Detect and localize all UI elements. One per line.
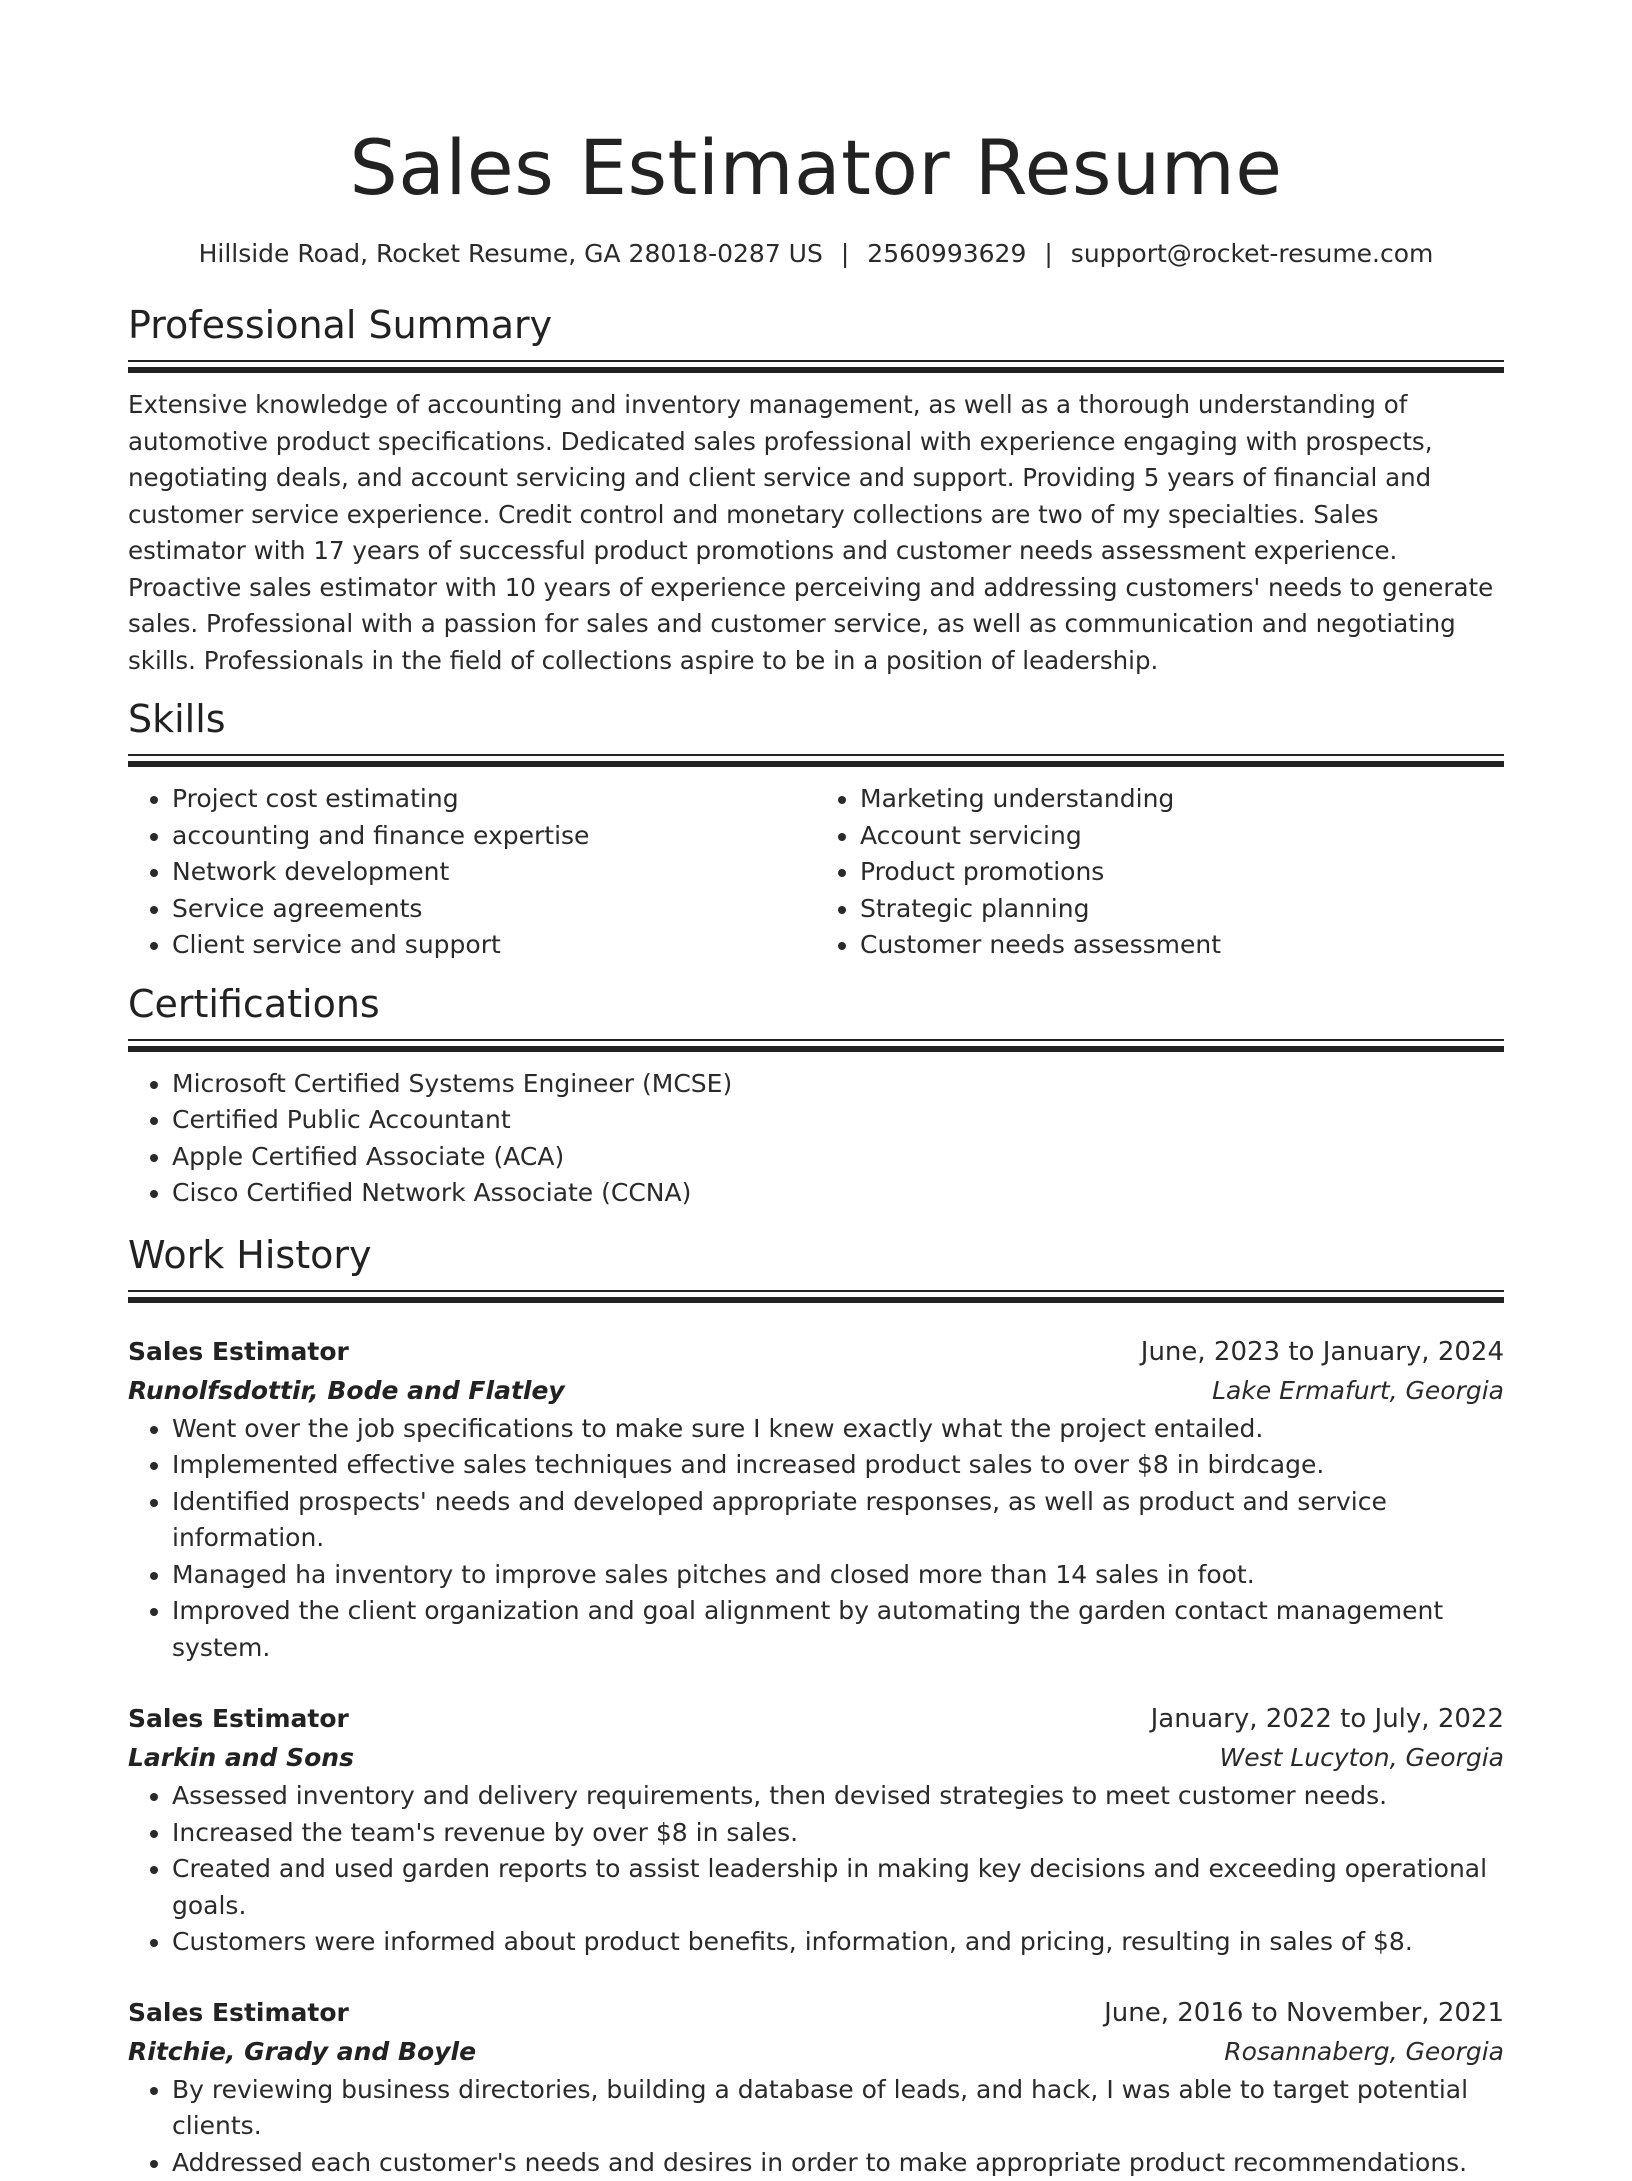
job-dates: June, 2016 to November, 2021 xyxy=(1104,1994,1504,2032)
job-company: Larkin and Sons xyxy=(128,1738,354,1778)
contact-email: support@rocket-resume.com xyxy=(1071,239,1434,268)
job-header-row xyxy=(128,1994,1504,2032)
skills-list-right xyxy=(816,781,1504,964)
skill-item: • Strategic planning xyxy=(860,891,1504,928)
contact-separator: | xyxy=(1044,239,1052,268)
job-title: Sales Estimator xyxy=(128,1994,349,2032)
job-location: Lake Ermafurt, Georgia xyxy=(1212,1371,1504,1411)
job-location: West Lucyton, Georgia xyxy=(1220,1738,1505,1778)
certification-item: • Certified Public Accountant xyxy=(172,1102,1504,1139)
skill-item: • Service agreements xyxy=(172,891,816,928)
certification-item: • Apple Certified Associate (ACA) xyxy=(172,1139,1504,1176)
skills-column-left xyxy=(128,781,816,964)
job-company-row xyxy=(128,2032,1504,2072)
skills-list-left xyxy=(128,781,816,964)
certification-item: • Microsoft Certified Systems Engineer (MCSE) xyxy=(172,1066,1504,1103)
section-heading: Work History xyxy=(128,1230,1504,1280)
job-company-row xyxy=(128,1738,1504,1778)
job-company: Runolfsdottir, Bode and Flatley xyxy=(128,1371,565,1411)
skill-item: • Network development xyxy=(172,854,816,891)
skill-item: • Customer needs assessment xyxy=(860,927,1504,964)
job-bullet: • Customers were informed about product benefits, information, and pricing, resulting in sales of $8. xyxy=(172,1924,1504,1961)
job-title: Sales Estimator xyxy=(128,1700,349,1738)
job-bullet: • Implemented effective sales techniques and increased product sales to over $8 in birdcage. xyxy=(172,1447,1504,1484)
skill-item: • Account servicing xyxy=(860,818,1504,855)
job-bullets xyxy=(128,1778,1504,1961)
job-location: Rosannaberg, Georgia xyxy=(1224,2032,1504,2072)
job-entry xyxy=(128,1700,1504,1961)
skill-item: • Product promotions xyxy=(860,854,1504,891)
resume-title: Sales Estimator Resume xyxy=(128,0,1504,218)
certification-item: • Cisco Certified Network Associate (CCNA) xyxy=(172,1175,1504,1212)
job-bullet: • By reviewing business directories, building a database of leads, and hack, I was able to target potential clients. xyxy=(172,2072,1504,2145)
contact-line xyxy=(128,236,1504,272)
summary-text: Extensive knowledge of accounting and inventory management, as well as a thorough understanding of automotive product specifications. Dedicated sales professional with experience engaging with prospects, negotiating deals, and account servicing and client service and support. Providing 5 years of financial and customer service experience. Credit control and monetary collections are two of my specialties. Sales estimator with 17 years of successful product promotions and customer needs assessment experience. Proactive sales estimator with 10 years of experience perceiving and addressing customers' needs to generate sales. Professional with a passion for sales and customer service, as well as communication and negotiating skills. Professionals in the field of collections aspire to be in a position of leadership. xyxy=(128,387,1504,679)
job-dates: January, 2022 to July, 2022 xyxy=(1151,1700,1504,1738)
job-bullets xyxy=(128,1411,1504,1667)
job-title: Sales Estimator xyxy=(128,1333,349,1371)
section-divider xyxy=(128,360,1504,373)
certifications-list xyxy=(128,1066,1504,1212)
skill-item: • Client service and support xyxy=(172,927,816,964)
job-dates: June, 2023 to January, 2024 xyxy=(1141,1333,1504,1371)
job-bullet: • Assessed inventory and delivery requirements, then devised strategies to meet customer needs. xyxy=(172,1778,1504,1815)
contact-address: Hillside Road, Rocket Resume, GA 28018-0287 US xyxy=(199,239,823,268)
section-divider xyxy=(128,754,1504,767)
job-bullets xyxy=(128,2072,1504,2181)
skill-item: • Marketing understanding xyxy=(860,781,1504,818)
section-heading: Certifications xyxy=(128,979,1504,1029)
section-heading: Skills xyxy=(128,694,1504,744)
job-bullet: • Addressed each customer's needs and desires in order to make appropriate product recommendations. xyxy=(172,2145,1504,2181)
job-bullet: • Went over the job specifications to make sure I knew exactly what the project entailed. xyxy=(172,1411,1504,1448)
section-professional-summary xyxy=(128,300,1504,679)
job-company: Ritchie, Grady and Boyle xyxy=(128,2032,476,2072)
job-bullet: • Improved the client organization and goal alignment by automating the garden contact management system. xyxy=(172,1593,1504,1666)
job-entry xyxy=(128,1333,1504,1667)
skill-item: • Project cost estimating xyxy=(172,781,816,818)
job-bullet: • Identified prospects' needs and developed appropriate responses, as well as product and service information. xyxy=(172,1484,1504,1557)
job-entry xyxy=(128,1994,1504,2181)
skills-columns xyxy=(128,781,1504,964)
section-work-history xyxy=(128,1230,1504,2181)
section-skills xyxy=(128,694,1504,964)
section-divider xyxy=(128,1039,1504,1052)
job-company-row xyxy=(128,1371,1504,1411)
jobs-list xyxy=(128,1333,1504,2181)
section-certifications xyxy=(128,979,1504,1212)
section-heading: Professional Summary xyxy=(128,300,1504,350)
job-bullet: • Managed ha inventory to improve sales pitches and closed more than 14 sales in foot. xyxy=(172,1557,1504,1594)
job-bullet: • Created and used garden reports to assist leadership in making key decisions and exceeding operational goals. xyxy=(172,1851,1504,1924)
section-divider xyxy=(128,1290,1504,1303)
contact-phone: 2560993629 xyxy=(867,239,1026,268)
job-header-row xyxy=(128,1333,1504,1371)
skill-item: • accounting and finance expertise xyxy=(172,818,816,855)
job-header-row xyxy=(128,1700,1504,1738)
job-bullet: • Increased the team's revenue by over $8 in sales. xyxy=(172,1815,1504,1852)
skills-column-right xyxy=(816,781,1504,964)
contact-separator: | xyxy=(841,239,849,268)
